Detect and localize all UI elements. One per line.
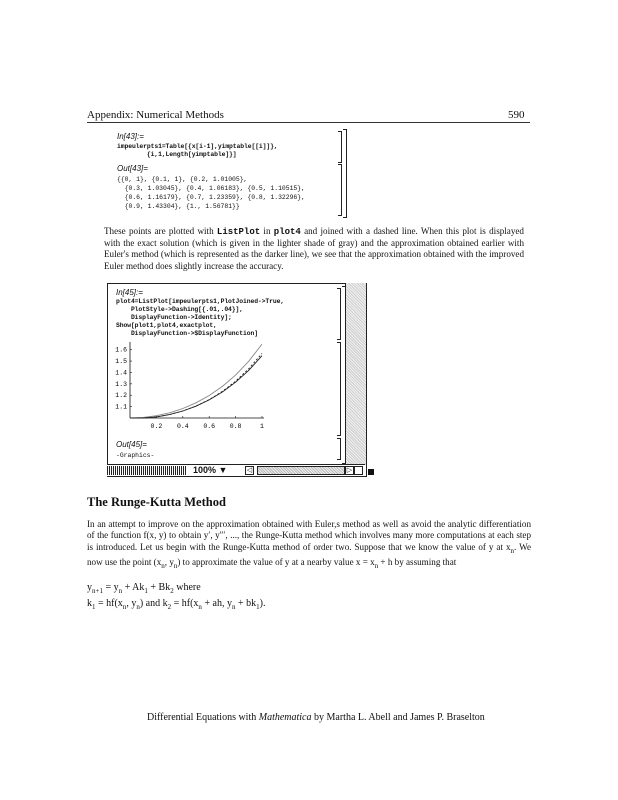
output-line: {0.6, 1.16179}, {0.7, 1.23359}, {0.8, 1.32296}, bbox=[117, 194, 305, 201]
horizontal-scrollbar[interactable] bbox=[257, 466, 345, 475]
solution-plot bbox=[112, 340, 272, 430]
math: + bk bbox=[235, 598, 257, 609]
text: + h by assuming that bbox=[378, 556, 457, 567]
inline-code: plot4 bbox=[273, 227, 301, 237]
math: = y bbox=[102, 582, 119, 593]
series-line-euler bbox=[130, 356, 262, 418]
inline-code: ListPlot bbox=[216, 227, 261, 237]
page-number: 590 bbox=[508, 109, 525, 121]
x-tick-label: 1 bbox=[260, 423, 264, 430]
notebook-cell-43 bbox=[111, 128, 351, 218]
header-rule bbox=[87, 122, 530, 123]
size-ruler bbox=[107, 466, 187, 475]
y-tick-label: 1.3 bbox=[115, 380, 127, 388]
in-label-45: In[45]:= bbox=[116, 288, 143, 297]
scroll-right-arrow-icon[interactable]: ▷ bbox=[346, 466, 353, 474]
subscript: 1 bbox=[256, 603, 260, 611]
in-label-43: In[43]:= bbox=[117, 132, 144, 141]
vertical-scrollbar[interactable] bbox=[345, 283, 366, 465]
resize-grip-icon[interactable] bbox=[354, 466, 363, 475]
math: where bbox=[173, 582, 201, 593]
y-tick-label: 1.1 bbox=[115, 403, 127, 411]
text: In an attempt to improve on the approximation obtained with Euler,s method as well as avoid the analytic differentiation of the function f(x, y) to obtain y′, y″′, ..., the Runge-Kutta method which involves many more computations at each step is introduced. Let us begin with the Runge-Kutta method of order two. Suppose that we know the value of y at x bbox=[87, 519, 531, 552]
output-line: {0.9, 1.43304}, {1., 1.56781}} bbox=[117, 203, 240, 210]
subscript: n bbox=[510, 546, 515, 555]
series-line-improved-euler bbox=[130, 353, 262, 418]
group-bracket[interactable] bbox=[343, 129, 347, 218]
zoom-level[interactable] bbox=[193, 465, 227, 475]
footer-credit bbox=[147, 712, 485, 723]
code-line: {i,1,Length[yimptable]}] bbox=[117, 151, 237, 158]
cell-bracket[interactable] bbox=[337, 342, 341, 436]
cell-bracket[interactable] bbox=[337, 438, 341, 460]
subscript: 2 bbox=[167, 603, 172, 611]
paragraph-plot-description bbox=[104, 226, 524, 272]
book-title: Mathematica bbox=[258, 712, 312, 723]
code-line: plot4=ListPlot[impeulerpts1,PlotJoined->True, bbox=[116, 298, 285, 305]
code-line: impeulerpts1=Table[{x[i-1],yimptable[[i]]}, bbox=[117, 143, 278, 150]
code-line: Show[plot1,plot4,exactplot, bbox=[116, 322, 217, 329]
text: by Martha L. Abell and James P. Braselton bbox=[311, 712, 485, 723]
code-line: PlotStyle->Dashing[{.01,.04}], bbox=[116, 306, 243, 313]
subscript: n bbox=[118, 587, 123, 595]
graphics-output: -Graphics- bbox=[116, 452, 155, 459]
text: ) to approximate the value of y at a nearby value x = x bbox=[177, 556, 375, 567]
text: in bbox=[260, 226, 274, 236]
subscript: 1 bbox=[92, 603, 96, 611]
output-line: {0.3, 1.03045}, {0.4, 1.06183}, {0.5, 1.10515}, bbox=[117, 185, 305, 192]
subscript: n bbox=[231, 603, 236, 611]
math: + ah, y bbox=[201, 598, 232, 609]
x-tick-label: 0.4 bbox=[176, 423, 189, 430]
subscript: n bbox=[173, 561, 178, 570]
y-tick-label: 1.6 bbox=[115, 346, 127, 354]
math: y bbox=[87, 582, 92, 593]
code-line: DisplayFunction->$DisplayFunction] bbox=[116, 330, 258, 337]
subscript: n bbox=[198, 603, 202, 611]
code-line: DisplayFunction->Identity]; bbox=[116, 314, 232, 321]
y-tick-label: 1.4 bbox=[115, 369, 127, 377]
scroll-left-arrow-icon[interactable]: ◁ bbox=[246, 466, 253, 474]
out-label-45: Out[45]= bbox=[116, 440, 147, 449]
math: , y bbox=[126, 598, 137, 609]
series-line-exact bbox=[130, 344, 262, 418]
running-header-title: Appendix: Numerical Methods bbox=[87, 109, 224, 121]
end-marker bbox=[368, 469, 374, 475]
chevron-down-icon[interactable]: ▼ bbox=[218, 465, 228, 475]
text: These points are plotted with bbox=[104, 226, 217, 236]
x-tick-label: 0.8 bbox=[229, 423, 242, 430]
subscript: n bbox=[122, 603, 127, 611]
cell-bracket[interactable] bbox=[338, 164, 342, 216]
equation-rk2-step bbox=[87, 582, 201, 595]
output-line: {{0, 1}, {0.1, 1}, {0.2, 1.01005}, bbox=[117, 176, 248, 183]
text: and joined with a dashed line. When this plot is displayed with the exact solution (which is given in the lighter shade of gray) and the approximation obtained earlier with Euler's method (which is represented as the darker line), we see that the approximation obtained with the improved Euler method does slightly increase the accuracy. bbox=[104, 226, 524, 271]
zoom-value: 100% bbox=[193, 465, 217, 475]
subscript: 1 bbox=[144, 587, 148, 595]
math: + Ak bbox=[122, 582, 145, 593]
subscript: n bbox=[374, 561, 379, 570]
math: k bbox=[87, 598, 92, 609]
subscript: n+1 bbox=[92, 587, 103, 595]
math: + Bk bbox=[147, 582, 171, 593]
cell-bracket[interactable] bbox=[337, 288, 341, 340]
text: . We now use the point (x bbox=[87, 541, 531, 567]
equation-k-values bbox=[87, 598, 265, 611]
subscript: 2 bbox=[170, 587, 174, 595]
cell-bracket[interactable] bbox=[338, 131, 342, 163]
y-tick-label: 1.5 bbox=[115, 358, 127, 366]
subscript: n bbox=[136, 603, 140, 611]
math: ). bbox=[259, 598, 266, 609]
y-tick-label: 1.2 bbox=[115, 392, 127, 400]
x-tick-label: 0.6 bbox=[203, 423, 216, 430]
math: = hf(x bbox=[171, 598, 199, 609]
subscript: n bbox=[161, 561, 165, 570]
paragraph-runge-kutta-intro bbox=[87, 519, 531, 572]
section-title: The Runge-Kutta Method bbox=[87, 495, 226, 509]
text: , y bbox=[164, 556, 174, 567]
math: = hf(x bbox=[95, 598, 123, 609]
text: Differential Equations with bbox=[147, 712, 259, 723]
x-tick-label: 0.2 bbox=[150, 423, 163, 430]
out-label-43: Out[43]= bbox=[117, 164, 148, 173]
math: ) and k bbox=[139, 598, 168, 609]
window-status-bar bbox=[107, 464, 365, 476]
